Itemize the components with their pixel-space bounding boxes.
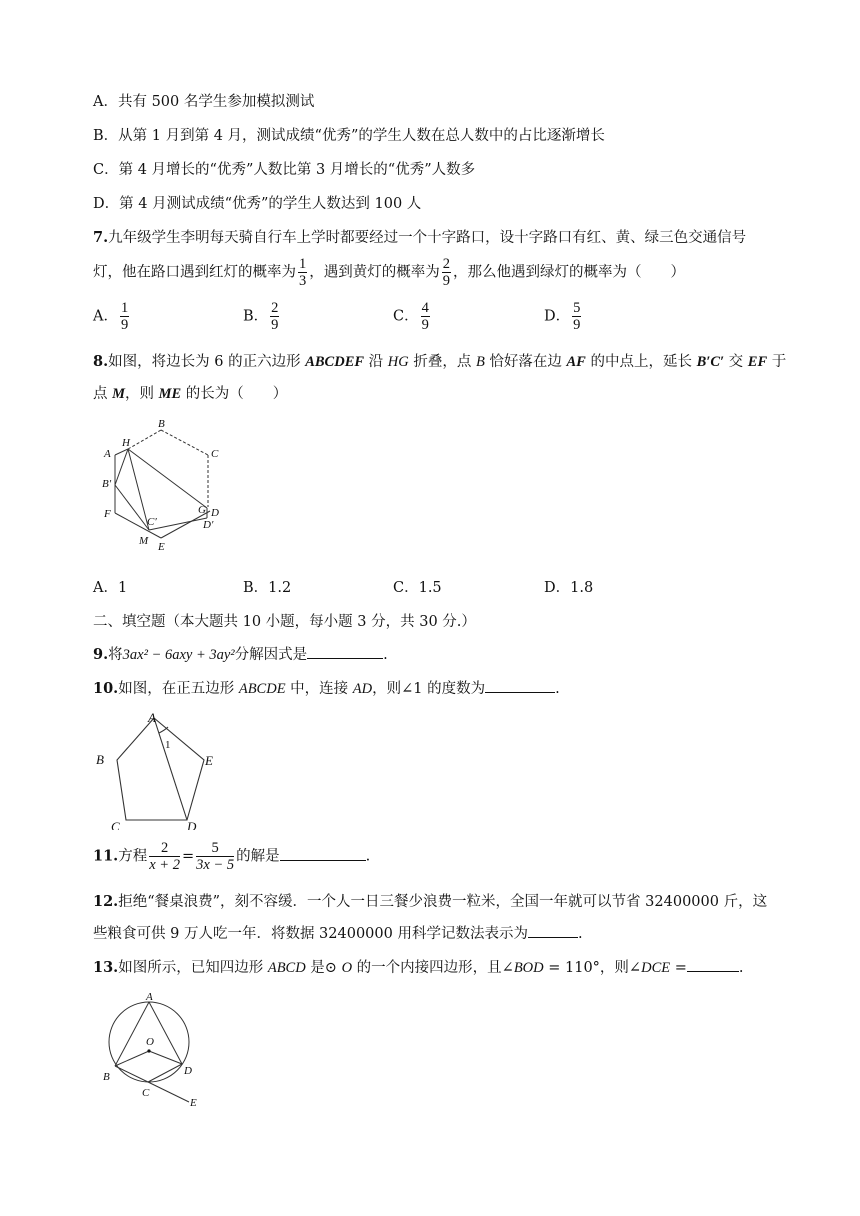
q6-option-a: A．共有 500 名学生参加模拟测试 [93,94,315,110]
q7-option-c [393,300,432,333]
q7-option-a-den: 9 [120,317,129,333]
q7-number: 7. [93,229,109,246]
q12-number: 12. [93,893,119,910]
q10-answer-blank[interactable] [485,678,555,693]
q7-text2b: ，遇到黄灯的概率为 [309,264,440,281]
q7-option-a-label: A． [93,308,118,325]
q8-label-e: E [158,541,165,553]
q8-label-c: C [211,448,219,460]
q10-t1: 如图，在正五边形 [118,681,239,697]
q8-label-d: D [211,507,219,519]
q11-eq: = [181,848,195,865]
q13-t4: = 110°，则∠ [543,960,642,976]
q7-option-a-num: 1 [120,300,129,316]
q10-t3: ，则∠1 的度数为 [372,681,486,697]
q12-line1 [93,890,767,911]
q11-fraction-left [149,840,180,873]
q13-t2i: O [341,960,353,976]
q10-label-b: B [96,752,104,767]
q13-number: 13. [93,959,119,976]
q11-f1n: 2 [149,840,180,857]
q13-t1: 如图所示，已知四边形 [118,960,268,976]
q8-t7: 于 [767,354,787,370]
q13-label-a: A [146,991,153,1003]
q7-option-d-num: 5 [573,300,581,316]
q11 [93,840,370,873]
q7-option-b-label: B． [243,308,269,325]
q13-t2: 是⊙ [305,960,342,976]
q7-option-d-label: D． [544,308,571,325]
q12-text1: 拒绝“餐桌浪费”，刻不容缓．一个人一日三餐少浪费一粒米，全国一年就可以节省 32400000 斤，这 [118,894,768,910]
q9-end: . [383,647,388,663]
q7-frac1-num: 1 [299,256,307,272]
q8-option-c: C．1.5 [393,580,442,596]
q7-option-b-num: 2 [271,300,279,316]
q10-t2i: AD [352,681,373,697]
q7-option-c-den: 9 [421,317,429,333]
q13 [93,956,743,977]
q7-text2c: ，那么他遇到绿灯的概率为（ ） [453,264,685,281]
q11-fraction-right [196,840,234,873]
q8-label-h: H [122,437,130,449]
q9-expression: 3ax² − 6axy + 3ay² [122,647,235,663]
q13-circle-figure [96,990,216,1110]
q6-option-b: B．从第 1 月到第 4 月，测试成绩“优秀”的学生人数在总人数中的占比逐渐增长 [93,128,605,144]
q8-label-b: B [158,418,165,430]
q7-option-d [544,300,583,333]
q7-frac1-den: 3 [299,273,307,289]
q9 [93,643,388,664]
q10-number: 10. [93,680,119,697]
q12-line2 [93,922,583,943]
q8-line2i1: M [112,386,126,402]
q11-f2n: 5 [196,840,234,857]
q7-option-b [243,300,281,333]
q8-t2: 沿 [364,354,388,370]
q10-t1i: ABCDE [238,681,286,697]
q10 [93,677,560,698]
q13-t5: = [670,960,687,976]
q7-line1 [93,226,746,247]
q13-label-e: E [190,1097,197,1109]
q10-pentagon-figure [92,708,222,830]
q8-t3: 折叠，点 [408,354,476,370]
q12-end: . [577,926,583,942]
q11-answer-blank[interactable] [280,846,366,861]
q8-t3i: B [475,354,485,370]
q11-end: . [365,848,371,865]
q12-text2: 些粮食可供 9 万人吃一年．将数据 32400000 用科学记数法表示为 [93,926,528,942]
q13-t1i: ABCD [267,960,306,976]
q7-frac2-num: 2 [442,256,450,272]
q8-options [93,576,793,596]
q7-fraction-yellow [442,256,451,289]
q13-label-d: D [184,1065,192,1077]
q8-option-d: D．1.8 [544,580,594,596]
q8-line2b: ，则 [125,386,159,402]
q11-f1d: x + 2 [149,857,180,873]
q10-label-d: D [187,819,197,830]
q13-end: . [738,960,744,976]
q8-option-b: B．1.2 [243,580,292,596]
q8-line2i2: ME [158,386,182,402]
q9-answer-blank[interactable] [307,644,383,659]
q11-post: 的解是 [236,848,280,865]
q12-answer-blank[interactable] [528,923,578,938]
q8-label-dprime: D′ [203,519,214,531]
q7-option-b-den: 9 [271,317,279,333]
q9-number: 9. [93,646,109,663]
q7-line2 [93,256,685,289]
q13-label-o: O [146,1036,154,1048]
q10-t2: 中，连接 [285,681,353,697]
q9-post: 分解因式是 [234,647,308,663]
q10-label-c: C [111,819,120,830]
q7-option-c-label: C． [393,308,419,325]
q8-line1 [93,350,786,371]
q9-pre: 将 [108,647,123,663]
q13-center-dot [147,1049,150,1052]
q8-t4i: AF [566,354,586,370]
q8-line2a: 点 [93,386,113,402]
q13-t4i: DCE [641,960,671,976]
q8-label-m: M [139,535,149,547]
q8-label-g: G [198,504,206,516]
q11-number: 11. [93,847,119,865]
q7-text1: 九年级学生李明每天骑自行车上学时都要经过一个十字路口，设十字路口有红、黄、绿三色交通信号 [108,230,747,246]
q10-end: . [555,681,560,697]
q7-option-d-den: 9 [573,317,581,333]
q8-line2 [93,382,287,403]
q8-label-bprime: B′ [102,478,112,490]
q8-t2i: HG [387,354,409,370]
q7-options [93,300,793,340]
q8-option-a: A．1 [93,580,128,596]
q8-t5i: B′C′ [696,354,725,370]
q10-label-e: E [205,753,213,768]
q13-t3: 的一个内接四边形，且∠ [352,960,514,976]
section-2-heading: 二、填空题（本大题共 10 小题，每小题 3 分，共 30 分.） [93,614,476,630]
q8-t5: 的中点上，延长 [585,354,697,370]
q7-option-c-num: 4 [421,300,429,316]
q7-option-a [93,300,131,333]
q6-option-d: D．第 4 月测试成绩“优秀”的学生人数达到 100 人 [93,196,422,212]
q10-angle-1-label: 1 [165,739,171,751]
q8-hexagon-figure [95,415,235,560]
q8-t6i: EF [747,354,768,370]
q7-fraction-red [298,256,307,289]
q11-f2d: 3x − 5 [196,857,235,873]
q6-option-c: C．第 4 月增长的“优秀”人数比第 3 月增长的“优秀”人数多 [93,162,476,178]
q8-t4: 恰好落在边 [484,354,567,370]
q13-t3i: BOD [513,960,544,976]
q7-text2a: 灯，他在路口遇到红灯的概率为 [93,264,296,281]
q8-line2c: 的长为（ ） [181,386,288,402]
q7-frac2-den: 9 [442,273,450,289]
q8-label-cprime: C′ [147,516,157,528]
q8-t6: 交 [724,354,748,370]
q8-t1: 如图，将边长为 6 的正六边形 [108,354,306,370]
q13-answer-blank[interactable] [687,957,739,972]
q11-pre: 方程 [118,848,148,865]
q8-label-f: F [104,508,111,520]
q8-label-a: A [104,448,111,460]
q13-label-b: B [103,1071,110,1083]
q10-label-a: A [148,710,156,725]
q13-label-c: C [142,1087,150,1099]
q8-number: 8. [93,353,109,370]
q8-t1i: ABCDEF [305,354,365,370]
